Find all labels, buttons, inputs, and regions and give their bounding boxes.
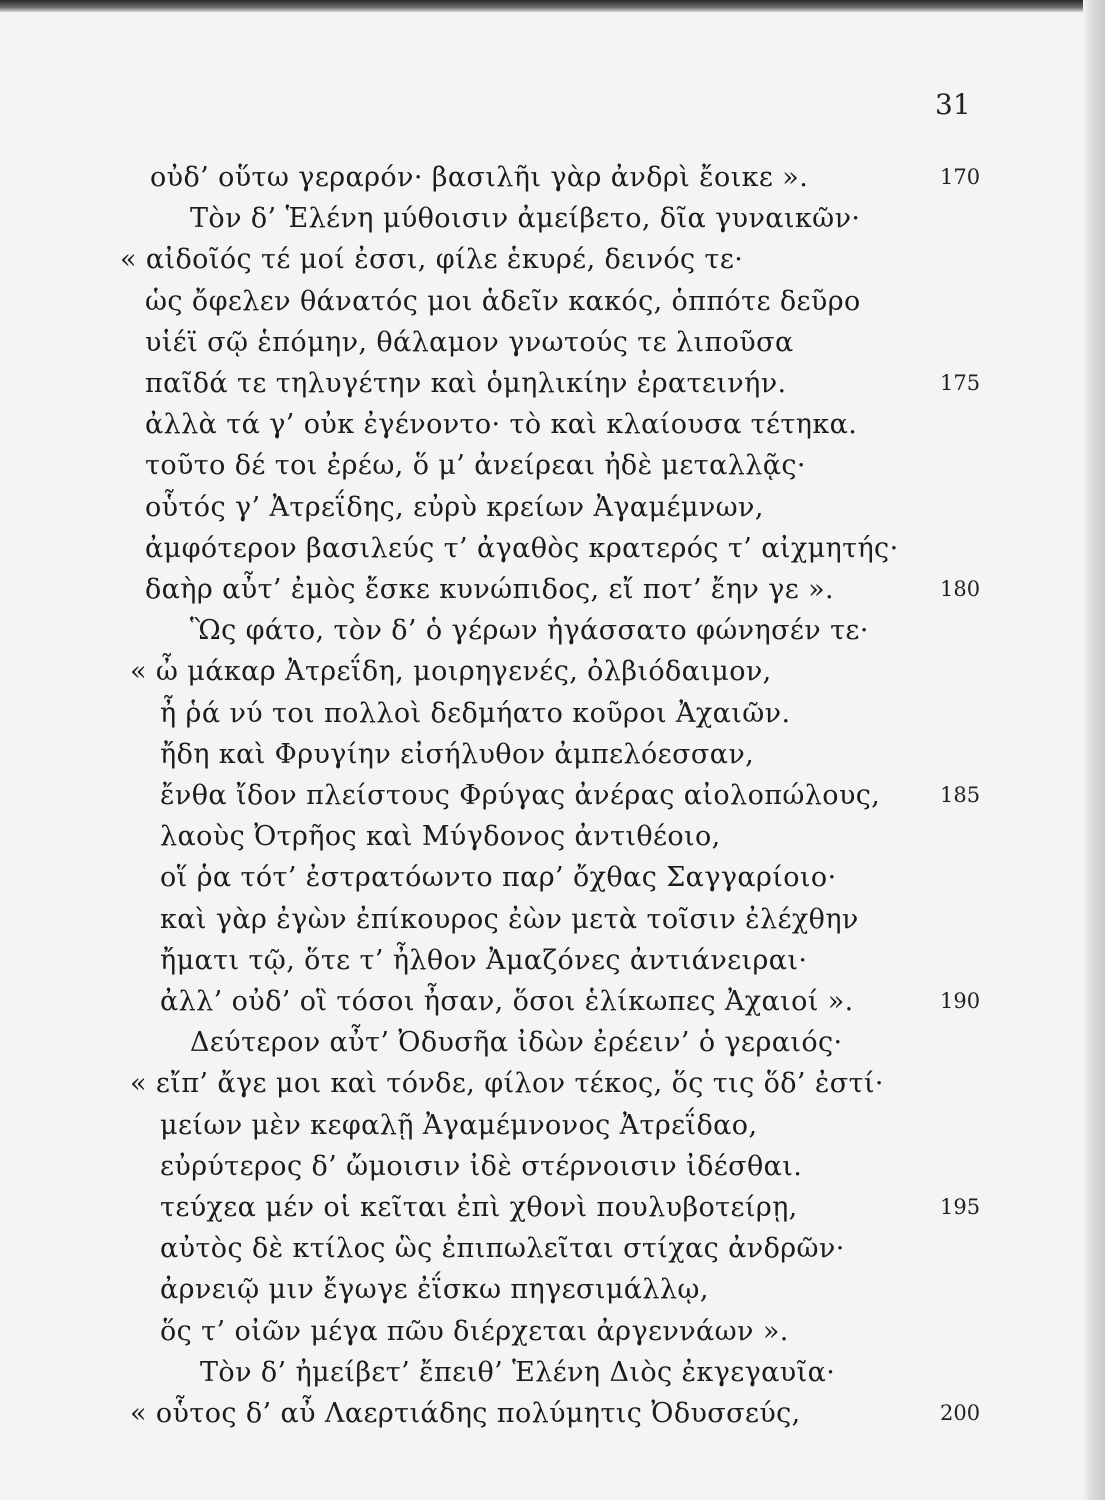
verse-line: ἀρνειῷ μιν ἔγωγε ἐΐσκω πηγεσιμάλλῳ,: [160, 1274, 709, 1306]
verse-line: Ὣς φάτο, τὸν δ’ ὁ γέρων ἠγάσσατο φώνησέν τε·: [190, 615, 869, 647]
verse-line: « εἴπ’ ἄγε μοι καὶ τόνδε, φίλον τέκος, ὅς τις ὅδ’ ἐστί·: [130, 1068, 884, 1100]
verse-line: δαὴρ αὖτ’ ἐμὸς ἔσκε κυνώπιδος, εἴ ποτ’ ἔην γε ».: [145, 574, 835, 605]
verse-line: εὐρύτερος δ’ ὤμοισιν ἰδὲ στέρνοισιν ἰδέσθαι.: [160, 1150, 803, 1182]
page-number: 31: [935, 88, 971, 121]
verse-line: ἀλλ’ οὐδ’ οἳ τόσοι ἦσαν, ὅσοι ἑλίκωπες Ἀχαιοί ».: [160, 986, 854, 1017]
verse-line: Δεύτερον αὖτ’ Ὀδυσῆα ἰδὼν ἐρέειν’ ὁ γεραιός·: [190, 1027, 843, 1059]
line-number: 170: [940, 165, 981, 189]
verse-line: Τὸν δ’ ἠμείβετ’ ἔπειθ’ Ἑλένη Διὸς ἐκγεγαυῖα·: [200, 1356, 836, 1388]
verse-line: Τὸν δ’ Ἑλένη μύθοισιν ἀμείβετο, δῖα γυναικῶν·: [190, 203, 861, 235]
verse-line: ἤματι τῷ, ὅτε τ’ ἦλθον Ἀμαζόνες ἀντιάνειραι·: [160, 944, 808, 976]
line-number: 185: [940, 783, 981, 807]
verse-line: αὐτὸς δὲ κτίλος ὣς ἐπιπωλεῖται στίχας ἀνδρῶν·: [160, 1233, 845, 1265]
verse-line: οἵ ῥα τότ’ ἐστρατόωντο παρ’ ὄχθας Σαγγαρίοιο·: [160, 862, 837, 894]
verse-line: τοῦτο δέ τοι ἐρέω, ὅ μ’ ἀνείρεαι ἠδὲ μεταλλᾷς·: [145, 450, 806, 482]
scan-right-edge: [1083, 0, 1105, 1500]
verse-line: ὡς ὄφελεν θάνατός μοι ἁδεῖν κακός, ὁππότε δεῦρο: [145, 285, 861, 317]
line-number: 180: [940, 577, 981, 601]
line-number: 175: [940, 371, 981, 395]
line-number: 190: [940, 989, 981, 1013]
scan-top-edge: [0, 0, 1105, 12]
verse-line: οὐδ’ οὕτω γεραρόν· βασιλῆι γὰρ ἀνδρὶ ἔοικε ».: [150, 162, 809, 193]
verse-line: παῖδά τε τηλυγέτην καὶ ὁμηλικίην ἐρατεινήν.: [145, 368, 787, 399]
verse-line: ὅς τ’ οἰῶν μέγα πῶυ διέρχεται ἀργεννάων ».: [160, 1315, 789, 1347]
verse-line: υἱέϊ σῷ ἑπόμην, θάλαμον γνωτούς τε λιποῦσα: [145, 326, 794, 358]
verse-line: λαοὺς Ὀτρῆος καὶ Μύγδονος ἀντιθέοιο,: [160, 821, 721, 853]
line-number: 195: [940, 1195, 981, 1219]
verse-line: « αἰδοῖός τέ μοί ἐσσι, φίλε ἑκυρέ, δεινός τε·: [120, 244, 744, 276]
verse-line: οὗτός γ’ Ἀτρεΐδης, εὐρὺ κρείων Ἀγαμέμνων,: [145, 491, 764, 523]
line-number: 200: [940, 1401, 981, 1425]
verse-line: ἤδη καὶ Φρυγίην εἰσήλυθον ἀμπελόεσσαν,: [160, 738, 755, 770]
verse-line: τεύχεα μέν οἱ κεῖται ἐπὶ χθονὶ πουλυβοτείρῃ,: [160, 1192, 798, 1223]
verse-line: ἔνθα ἴδον πλείστους Φρύγας ἀνέρας αἰολοπώλους,: [160, 780, 881, 811]
verse-line: ἀλλὰ τά γ’ οὐκ ἐγένοντο· τὸ καὶ κλαίουσα τέτηκα.: [145, 409, 858, 441]
verse-line: καὶ γὰρ ἐγὼν ἐπίκουρος ἐὼν μετὰ τοῖσιν ἐλέχθην: [160, 903, 859, 935]
verse-line: « ὦ μάκαρ Ἀτρεΐδη, μοιρηγενές, ὀλβιόδαιμον,: [130, 656, 772, 688]
verse-line: μείων μὲν κεφαλῇ Ἀγαμέμνονος Ἀτρεΐδαο,: [160, 1109, 758, 1141]
verse-line: ἦ ῥά νύ τοι πολλοὶ δεδμήατο κοῦροι Ἀχαιῶν.: [160, 697, 791, 729]
verse-line: ἀμφότερον βασιλεύς τ’ ἀγαθὸς κρατερός τ’ αἰχμητής·: [145, 532, 899, 564]
verse-line: « οὗτος δ’ αὖ Λαερτιάδης πολύμητις Ὀδυσσεύς,: [130, 1398, 801, 1429]
